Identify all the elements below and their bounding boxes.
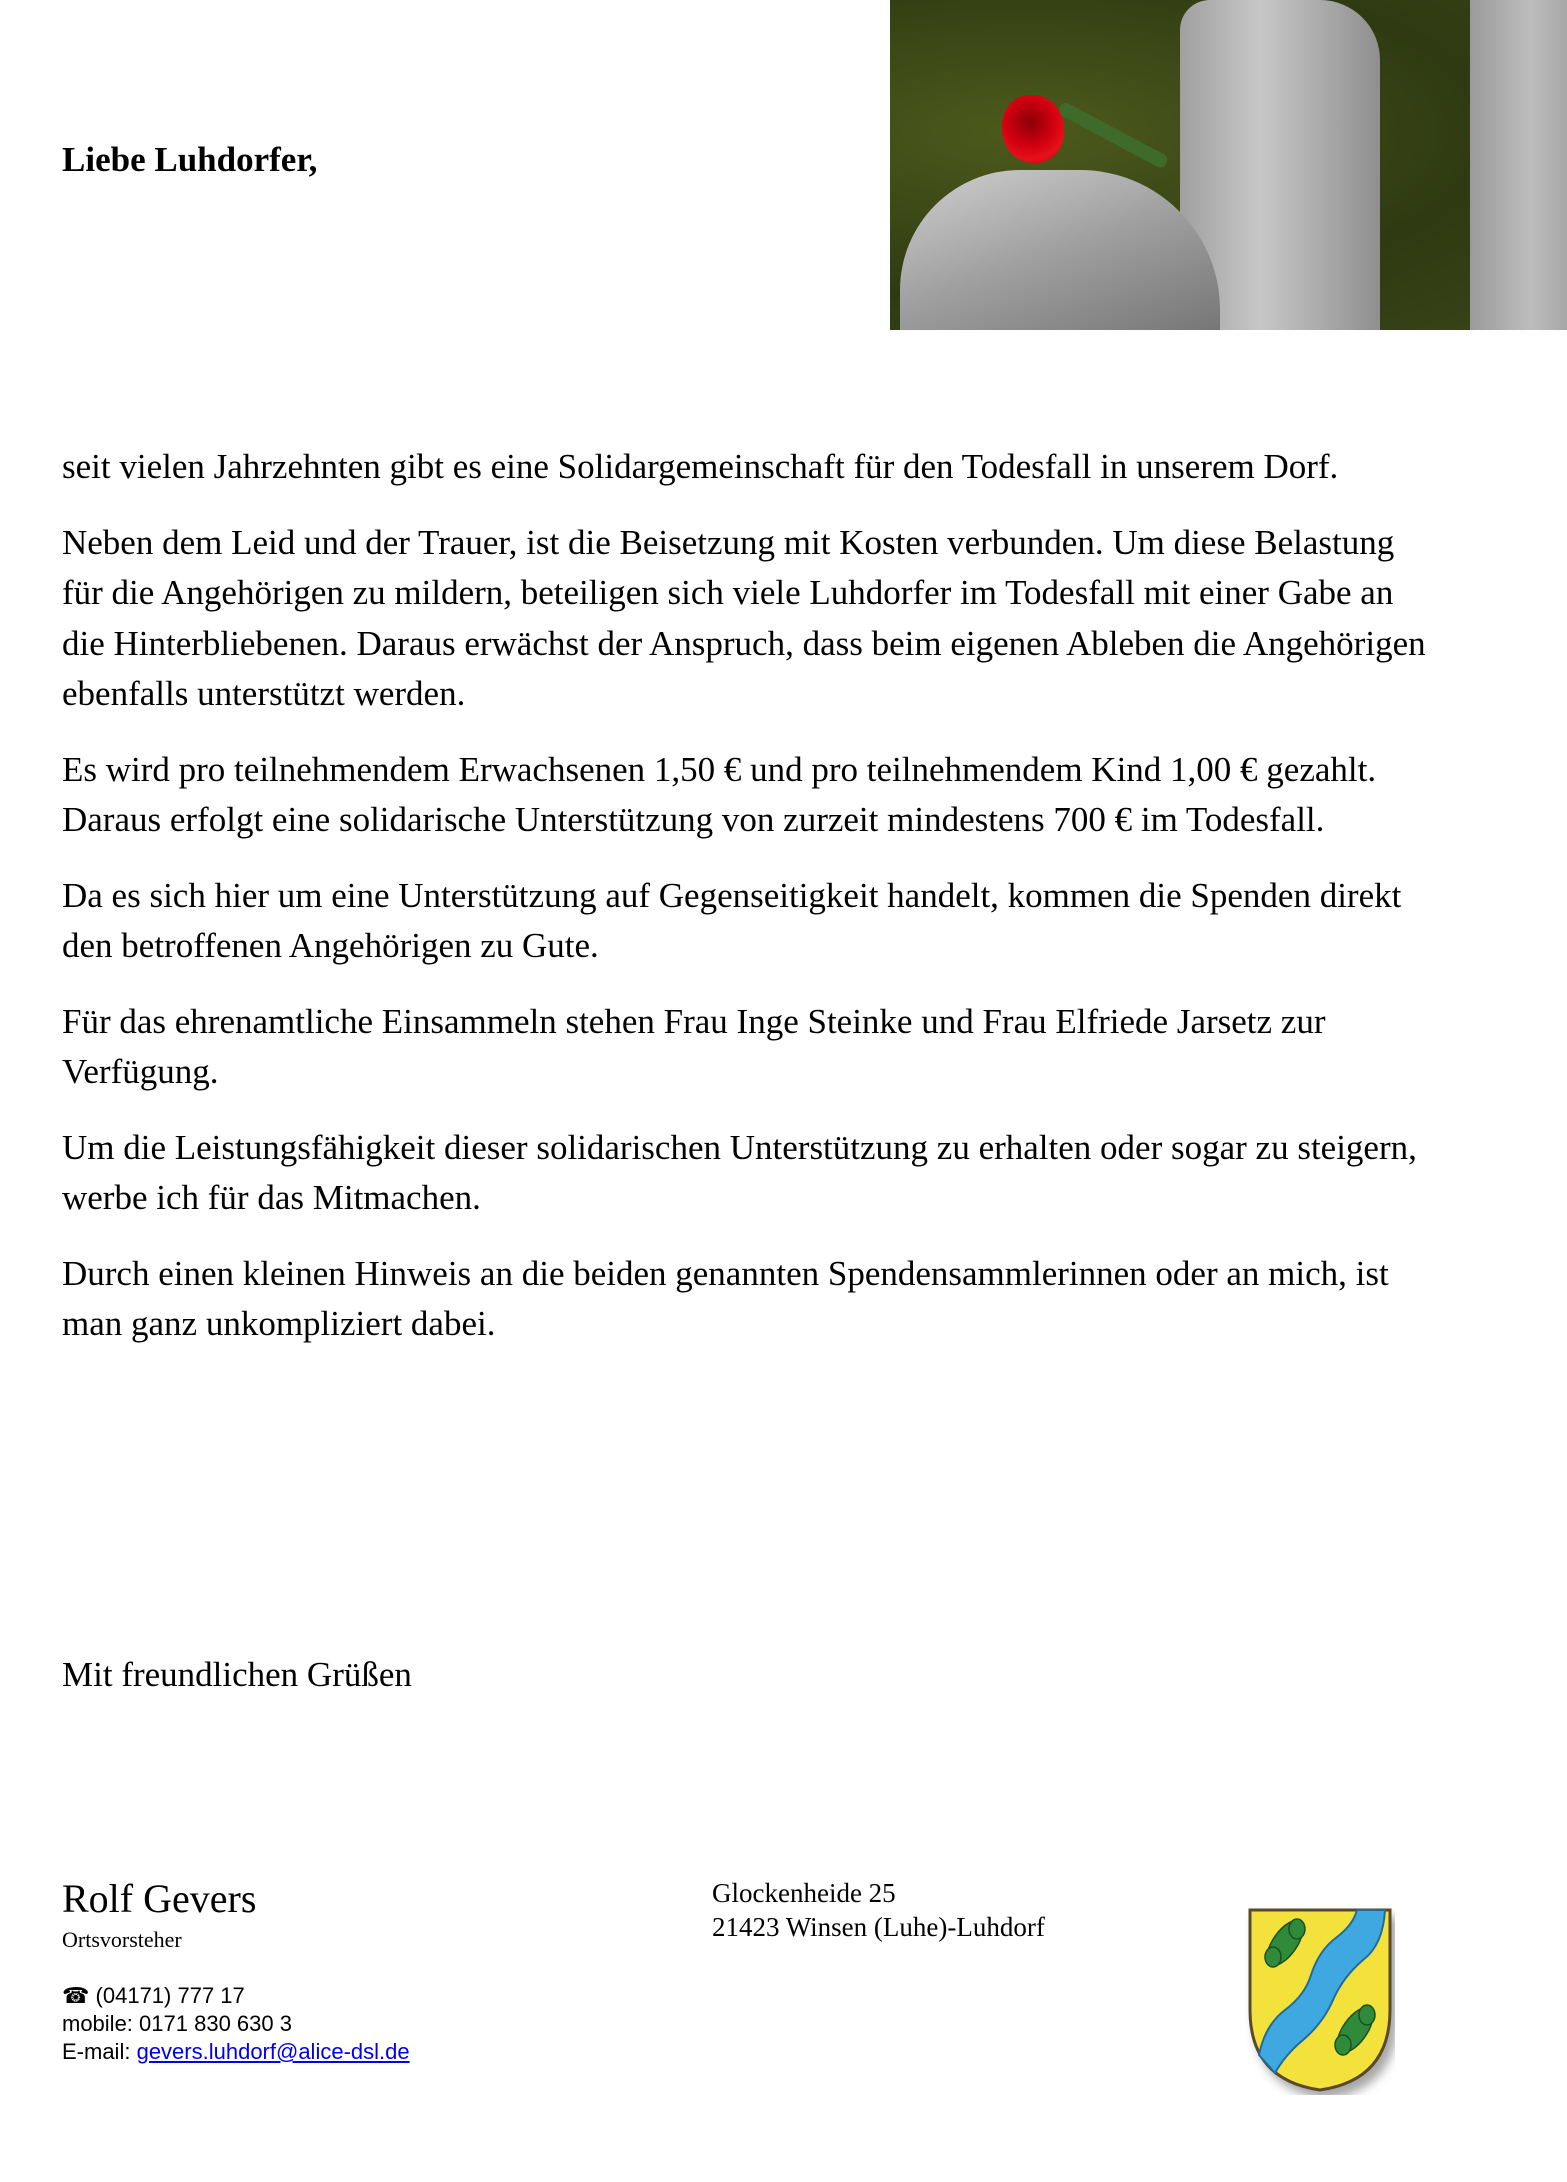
letter-body bbox=[62, 442, 1442, 1375]
phone-icon: ☎ bbox=[62, 1983, 90, 2008]
paragraph: Neben dem Leid und der Trauer, ist die Beisetzung mit Kosten verbunden. Um diese Belastung für die Angehörigen zu mildern, beteiligen sich viele Luhdorfer im Todesfall mit einer Gabe an die Hinterbliebenen. Daraus erwächst der Anspruch, dass beim eigenen Ableben die Angehörigen ebenfalls unterstützt werden. bbox=[62, 522, 1426, 713]
phone-number: (04171) 777 17 bbox=[95, 1983, 245, 2008]
gravestone-front bbox=[900, 170, 1220, 330]
rose-stem bbox=[1057, 101, 1170, 170]
mobile-number: 0171 830 630 3 bbox=[139, 2011, 292, 2036]
paragraph: Es wird pro teilnehmendem Erwachsenen 1,50 € und pro teilnehmendem Kind 1,00 € gezahlt. Daraus erfolgt eine solidarische Unterstützung von zurzeit mindestens 700 € im Todesfall. bbox=[62, 749, 1377, 839]
mobile-line bbox=[62, 2010, 410, 2038]
phone-line bbox=[62, 1982, 410, 2010]
greeting: Liebe Luhdorfer, bbox=[62, 140, 318, 179]
paragraph: Durch einen kleinen Hinweis an die beiden genannten Spendensammlerinnen oder an mich, ist man ganz unkompliziert dabei. bbox=[62, 1253, 1389, 1343]
email-link[interactable]: gevers.luhdorf@alice-dsl.de bbox=[136, 2039, 410, 2064]
paragraph: seit vielen Jahrzehnten gibt es eine Solidargemeinschaft für den Todesfall in unserem Dorf. bbox=[62, 447, 1339, 486]
paragraph: Für das ehrenamtliche Einsammeln stehen Frau Inge Steinke und Frau Elfriede Jarsetz zur Verfügung. bbox=[62, 1001, 1326, 1091]
gravestone-rose-photo bbox=[890, 0, 1567, 330]
address-city: 21423 Winsen (Luhe)-Luhdorf bbox=[712, 1912, 1045, 1942]
closing: Mit freundlichen Grüßen bbox=[62, 1655, 412, 1694]
gravestone-right bbox=[1470, 0, 1567, 330]
paragraph: Um die Leistungsfähigkeit dieser solidarischen Unterstützung zu erhalten oder sogar zu steigern, werbe ich für das Mitmachen. bbox=[62, 1127, 1417, 1217]
address-street: Glockenheide 25 bbox=[712, 1878, 896, 1908]
coat-of-arms-icon bbox=[1245, 1905, 1395, 2095]
signature-title: Ortsvorsteher bbox=[62, 1927, 182, 1952]
signature-name: Rolf Gevers bbox=[62, 1876, 257, 1921]
mobile-label: mobile: bbox=[62, 2011, 133, 2036]
email-line bbox=[62, 2038, 410, 2066]
address-block bbox=[712, 1876, 1045, 1944]
contact-block bbox=[62, 1982, 410, 2066]
red-rose bbox=[1002, 95, 1064, 163]
paragraph: Da es sich hier um eine Unterstützung auf Gegenseitigkeit handelt, kommen die Spenden direkt den betroffenen Angehörigen zu Gute. bbox=[62, 875, 1402, 965]
email-label: E-mail: bbox=[62, 2039, 131, 2064]
